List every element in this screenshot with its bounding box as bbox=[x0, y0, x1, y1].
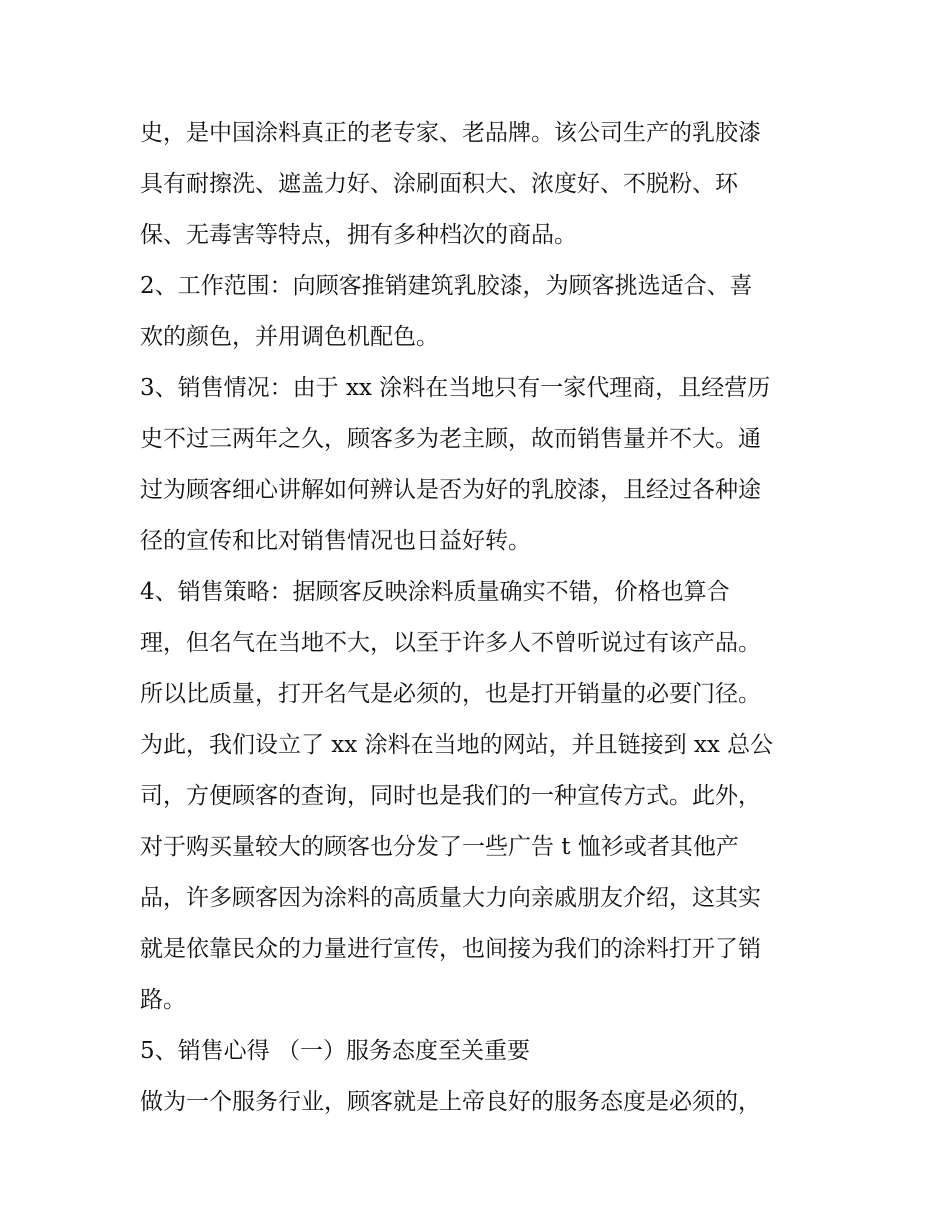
text-line: 保、无毒害等特点，拥有多种档次的商品。 bbox=[140, 222, 577, 248]
text-line: 过为顾客细心讲解如何辨认是否为好的乳胶漆，且经过各种途 bbox=[140, 477, 761, 503]
text-line: 对于购买量较大的顾客也分发了一些广告 t 恤衫或者其他产 bbox=[140, 834, 739, 860]
text-line: 做为一个服务行业，顾客就是上帝良好的服务态度是必须的， bbox=[140, 1089, 761, 1115]
text-line: 史不过三两年之久，顾客多为老主顾，故而销售量并不大。通 bbox=[140, 426, 761, 452]
text-line: 路。 bbox=[140, 987, 186, 1013]
text-line: 4、销售策略：据顾客反映涂料质量确实不错，价格也算合 bbox=[140, 579, 730, 605]
text-line: 3、销售情况：由于 xx 涂料在当地只有一家代理商，且经营历 bbox=[140, 375, 771, 401]
text-line: 欢的颜色，并用调色机配色。 bbox=[140, 324, 439, 350]
text-line: 品，许多顾客因为涂料的高质量大力向亲戚朋友介绍，这其实 bbox=[140, 885, 761, 911]
text-line: 理，但名气在当地不大，以至于许多人不曾听说过有该产品。 bbox=[140, 630, 761, 656]
document-body bbox=[140, 108, 840, 1128]
text-line: 为此，我们设立了 xx 涂料在当地的网站，并且链接到 xx 总公 bbox=[140, 732, 774, 758]
text-line: 5、销售心得 （一）服务态度至关重要 bbox=[140, 1038, 530, 1064]
text-line: 所以比质量，打开名气是必须的，也是打开销量的必要门径。 bbox=[140, 681, 761, 707]
text-line: 史，是中国涂料真正的老专家、老品牌。该公司生产的乳胶漆 bbox=[140, 120, 761, 146]
text-line: 就是依靠民众的力量进行宣传，也间接为我们的涂料打开了销 bbox=[140, 936, 761, 962]
text-line: 2、工作范围：向顾客推销建筑乳胶漆，为顾客挑选适合、喜 bbox=[140, 273, 753, 299]
text-line: 司，方便顾客的查询，同时也是我们的一种宣传方式。此外， bbox=[140, 783, 761, 809]
text-line: 径的宣传和比对销售情况也日益好转。 bbox=[140, 528, 531, 554]
text-line: 具有耐擦洗、遮盖力好、涂刷面积大、浓度好、不脱粉、环 bbox=[140, 171, 738, 197]
